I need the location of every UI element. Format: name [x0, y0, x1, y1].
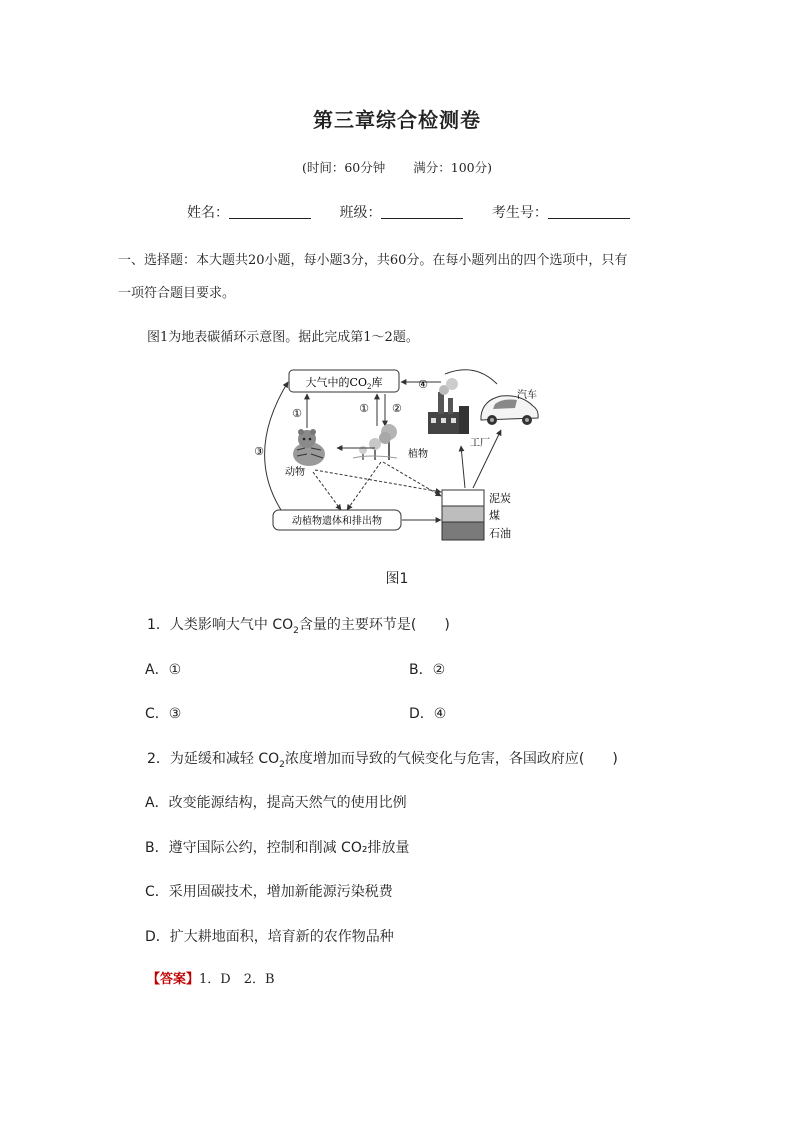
plant-remains-arrow	[347, 462, 381, 510]
remains-label: 动植物遗体和排出物	[292, 516, 382, 527]
circle-1-label-b: ①	[359, 402, 369, 415]
plant-icon	[353, 424, 397, 460]
figure-intro: 图1为地表碳循环示意图。据此完成第1～2题。	[147, 330, 419, 345]
question-2-option-c[interactable]: C．采用固碳技术，增加新能源污染税费	[145, 884, 393, 900]
circle-4-label: ④	[418, 378, 428, 391]
section-heading-line2: 一项符合题目要求。	[118, 286, 236, 301]
answer-tag: 【答案】	[147, 972, 200, 987]
peat-label: 泥炭	[489, 492, 511, 505]
exam-meta	[0, 158, 794, 176]
class-blank[interactable]	[381, 204, 463, 219]
question-1-option-b[interactable]: B．②	[409, 662, 446, 678]
animal-fossil-arrow	[315, 470, 441, 492]
fossil-fuel-stack	[442, 490, 484, 540]
oil-label: 石油	[489, 527, 511, 540]
question-1-stem: 1．人类影响大气中 $CO_2$含量的主要环节是( )	[147, 617, 450, 636]
page-title: 第三章综合检测卷	[313, 108, 481, 132]
co2-store-label: 大气中的$CO_2$库	[305, 376, 383, 391]
student-id-label: 考生号：	[491, 205, 548, 221]
answer-line	[147, 968, 275, 987]
name-label: 姓名：	[187, 205, 229, 221]
factory-label: 工厂	[470, 438, 490, 449]
question-2-stem: 2．为延缓和减轻 $CO_2$浓度增加而导致的气候变化与危害，各国政府应( )	[147, 751, 618, 770]
circle-1-label-a: ①	[292, 407, 302, 420]
decomposition-arrow	[265, 382, 288, 510]
question-1-option-d[interactable]: D．④	[409, 706, 447, 722]
circle-3-label: ③	[254, 445, 264, 458]
name-field[interactable]	[187, 202, 311, 222]
animal-icon	[293, 429, 325, 466]
question-2-option-b[interactable]: B．遵守国际公约，控制和削减 CO₂排放量	[145, 840, 410, 856]
plant-label: 植物	[408, 449, 428, 460]
class-field[interactable]	[339, 202, 463, 222]
circle-2-label: ②	[392, 402, 402, 415]
question-1-option-a[interactable]: A．①	[145, 662, 182, 678]
answer-text: 1．D 2．B	[199, 972, 275, 987]
carbon-cycle-diagram	[245, 362, 545, 550]
question-2-option-a[interactable]: A．改变能源结构，提高天然气的使用比例	[145, 795, 407, 811]
name-blank[interactable]	[229, 204, 311, 219]
student-id-field[interactable]	[492, 202, 630, 222]
exam-score: 满分：100分)	[413, 160, 493, 175]
animal-remains-arrow	[313, 472, 341, 510]
class-label: 班级：	[339, 205, 382, 221]
animal-label: 动物	[285, 467, 305, 478]
section-heading-line1: 一、选择题：本大题共20小题，每小题3分，共60分。在每小题列出的四个选项中，只有	[118, 253, 628, 268]
plant-fossil-arrow	[383, 462, 441, 496]
factory-icon	[428, 378, 469, 434]
question-2-option-d[interactable]: D．扩大耕地面积，培育新的农作物品种	[145, 929, 394, 945]
exam-time: (时间：60分钟	[301, 160, 386, 175]
figure-caption: 图1	[385, 571, 409, 587]
question-1-option-c[interactable]: C．③	[145, 706, 182, 722]
coal-label: 煤	[489, 509, 500, 522]
student-info	[187, 202, 654, 222]
student-id-blank[interactable]	[548, 204, 630, 219]
car-label: 汽车	[517, 390, 537, 401]
fuel-to-factory-arrow	[461, 446, 465, 488]
